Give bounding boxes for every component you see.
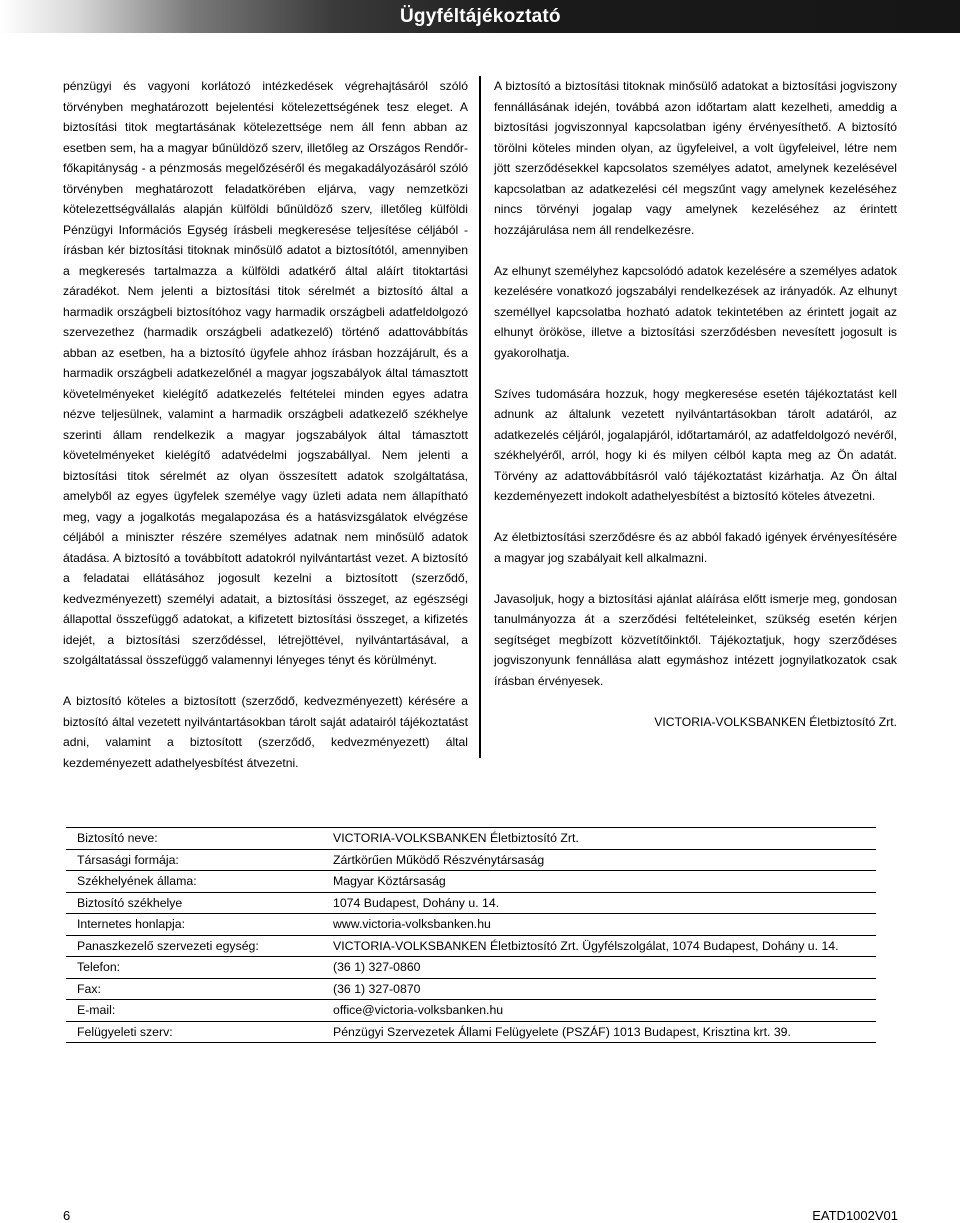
table-row	[66, 828, 876, 850]
row-label: Társasági formája:	[66, 849, 333, 871]
row-value: VICTORIA-VOLKSBANKEN Életbiztosító Zrt. Ügyfélszolgálat, 1074 Budapest, Dohány u. 14.	[333, 935, 876, 957]
row-label: Biztosító székhelye	[66, 892, 333, 914]
table-row	[66, 871, 876, 893]
row-value: Zártkörűen Működő Részvénytársaság	[333, 849, 876, 871]
row-label: Felügyeleti szerv:	[66, 1021, 333, 1043]
row-label: E-mail:	[66, 1000, 333, 1022]
document-code: EATD1002V01	[812, 1208, 898, 1223]
right-paragraph-3: Szíves tudomására hozzuk, hogy megkeresése esetén tájékoztatást kell adnunk az általunk vezetett nyilvántartásokban tárolt adatáról, az adatkezelés céljáról, jogalapjáról, időtartamáról, az adatfeldolgozó nevéről, székhelyéről, arról, hogy ki és milyen célból kapta meg az Ön adatát. Törvény az adattovábbításról való tájékoztatást kizárhatja. Az Ön által kezdeményezett indokolt adathelyesbítést a biztosító köteles átvezetni.	[494, 386, 897, 503]
header-bar	[0, 0, 960, 33]
row-value: Pénzügyi Szervezetek Állami Felügyelete (PSZÁF) 1013 Budapest, Krisztina krt. 39.	[333, 1021, 876, 1043]
row-label: Fax:	[66, 978, 333, 1000]
table-row	[66, 1021, 876, 1043]
row-label: Panaszkezelő szervezeti egység:	[66, 935, 333, 957]
right-paragraph-5: Javasoljuk, hogy a biztosítási ajánlat aláírása előtt ismerje meg, gondosan tanulmányozza át a szerződési feltételeinket, szükség esetén kérjen segítséget megbízott közvetítőinktől. Tájékoztatjuk, hogy szerződéses jogviszonyunk fennállása alatt egymáshoz intézett jognyilatkozatok csak írásban érvényesek.	[494, 591, 897, 688]
row-value: VICTORIA-VOLKSBANKEN Életbiztosító Zrt.	[333, 828, 876, 850]
left-paragraph-1: pénzügyi és vagyoni korlátozó intézkedések végrehajtásáról szóló törvényben meghatározott bejelentési kötelezettségének tesz eleget. A biztosítási titok megtartásának kötelezettsége nem áll fenn abban az esetben sem, ha a magyar bűnüldöző szerv, illetőleg az Országos Rendőr-főkapitányság - a pénzmosás megelőzéséről és megakadályozásáról szóló törvényben meghatározott feladatkörében eljárva, vagy nemzetközi kötelezettségvállalás alapján külföldi bűnüldöző szerv, illetőleg külföldi Pénzügyi Információs Egység írásbeli megkeresése teljesítése céljából - írásban kér biztosítási titoknak minősülő adatot a biztosítótól, amennyiben a megkeresés tartalmazza a külföldi adatkérő által aláírt titoktartási záradékot. Nem jelenti a biztosítási titok sérelmét a biztosító által a harmadik országbeli biztosítóhoz vagy harmadik országbeli adatfeldolgozó szervezethez (harmadik országbeli adatkezelő) történő adattovábbítás abban az esetben, ha a biztosító ügyfele ahhoz írásban hozzájárult, és a harmadik országbeli adatkezelőnél a magyar jogszabályok által támasztott követelményeket kielégítő adatkezelés feltételei minden egyes adatra nézve teljesülnek, valamint a harmadik országbeli adatkezelő székhelye szerinti állam rendelkezik a magyar jogszabályok által támasztott követelményeket kielégítő adatvédelmi jogszabállyal. Nem jelenti a biztosítási titok sérelmét az olyan összesített adatok szolgáltatása, amelyből az egyes ügyfelek személye vagy üzleti adata nem állapítható meg, vagy a jogalkotás megalapozása és a hatásvizsgálatok elvégzése céljából a miniszter részére személyes adatnak nem minősülő adatok átadása. A biztosító a továbbított adatokról nyilvántartást vezet. A biztosító a feladatai ellátásához jogosult kezelni a biztosított (szerződő, kedvezményezett) személyi adatait, a biztosítási összeget, az egészségi állapottal összefüggő adatokat, a kifizetett biztosítási összeget, a kifizetés idejét, a biztosítási szerződéssel, létrejöttével, nyilvántartásával, a szolgáltatással összefüggő valamennyi lényeges tényt és körülményt.	[63, 79, 468, 667]
table-row	[66, 978, 876, 1000]
left-paragraph-2: A biztosító köteles a biztosított (szerződő, kedvezményezett) kérésére a biztosító által vezetett nyilvántartásokban tárolt saját adatairól tájékoztatást adni, valamint a biztosított (szerződő, kedvezményezett) által kezdeményezett adathelyesbítést átvezetni.	[63, 694, 468, 770]
right-paragraph-4: Az életbiztosítási szerződésre és az abból fakadó igények érvényesítésére a magyar jog szabályait kell alkalmazni.	[494, 530, 897, 565]
row-label: Telefon:	[66, 957, 333, 979]
row-label: Internetes honlapja:	[66, 914, 333, 936]
table-row	[66, 849, 876, 871]
row-label: Székhelyének állama:	[66, 871, 333, 893]
page-title: Ügyféltájékoztató	[400, 6, 561, 27]
right-column	[494, 76, 897, 732]
row-value: Magyar Köztársaság	[333, 871, 876, 893]
table-row	[66, 1000, 876, 1022]
left-column	[63, 76, 468, 773]
right-paragraph-1: A biztosító a biztosítási titoknak minősülő adatokat a biztosítási jogviszony fennállásának idején, továbbá azon időtartam alatt kezelheti, ameddig a biztosítási jogviszonnyal kapcsolatban igény érvényesíthető. A biztosító törölni köteles minden olyan, az ügyfeleivel, a volt ügyfeleivel, létre nem jött szerződésekkel kapcsolatos személyes adatot, amelynek kezelésével kapcsolatban az adatkezelési cél megszűnt vagy amelynek kezeléséhez nincs törvényi jogalap vagy amelynek kezeléséhez az érintett hozzájárulása nem áll rendelkezésre.	[494, 79, 897, 237]
company-info-table	[66, 827, 876, 1043]
column-divider	[479, 76, 481, 758]
table-row	[66, 892, 876, 914]
row-label: Biztosító neve:	[66, 828, 333, 850]
right-paragraph-2: Az elhunyt személyhez kapcsolódó adatok kezelésére a személyes adatok kezelésére vonatkozó jogszabályi rendelkezések az irányadók. Az elhunyt személlyel kapcsolatba hozható adatok tekintetében az érintett jogait az elhunyt örököse, illetve a biztosítási szerződésben nevesített jogosult is gyakorolhatja.	[494, 263, 897, 360]
row-value: (36 1) 327-0860	[333, 957, 876, 979]
website-link[interactable]: www.victoria-volksbanken.hu	[333, 914, 876, 936]
row-value: (36 1) 327-0870	[333, 978, 876, 1000]
email-link[interactable]: office@victoria-volksbanken.hu	[333, 1000, 876, 1022]
page-number: 6	[63, 1208, 71, 1223]
signature: VICTORIA-VOLKSBANKEN Életbiztosító Zrt.	[654, 714, 897, 729]
table-row	[66, 957, 876, 979]
row-value: 1074 Budapest, Dohány u. 14.	[333, 892, 876, 914]
table-row	[66, 914, 876, 936]
table-row	[66, 935, 876, 957]
